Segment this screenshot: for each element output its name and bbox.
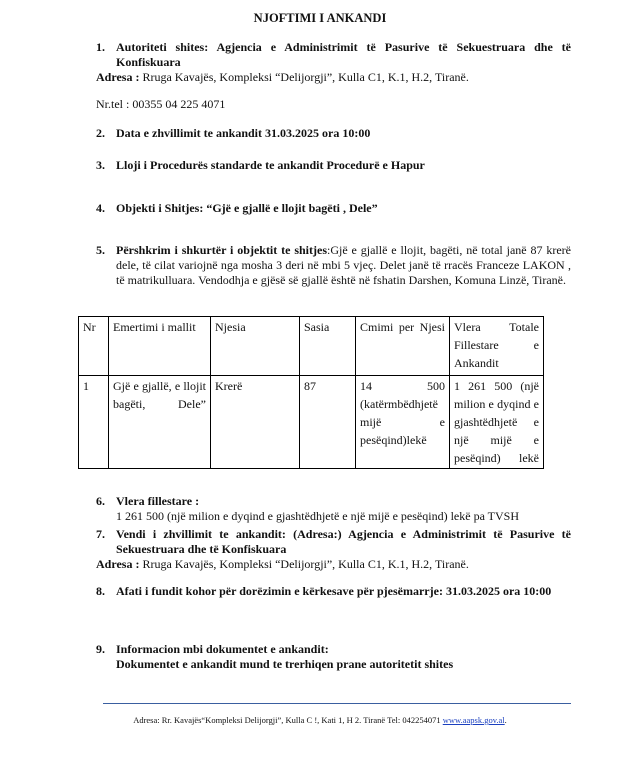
header-sasia: Sasia	[300, 317, 356, 376]
address-value: Rruga Kavajës, Kompleksi “Delijorgji”, Kulla C1, K.1, H.2, Tiranë.	[139, 70, 469, 84]
authority-phone: Nr.tel : 00355 04 225 4071	[96, 97, 226, 111]
table-row	[79, 376, 544, 469]
header-vlera: Vlera Totale Fillestare e Ankandit	[450, 317, 544, 376]
initial-value-amount: 1 261 500 (një milion e dyqind e gjashtëdhjetë e një mijë e pesëqind) lekë pa TVSH	[116, 509, 520, 523]
description-paragraph	[116, 243, 571, 288]
initial-value-label: Vlera fillestare :	[116, 494, 200, 508]
section-deadline	[96, 584, 571, 599]
auction-date: Data e zhvillimit te ankandit 31.03.2025 ora 10:00	[116, 126, 371, 140]
header-cmimi: Cmimi per Njesi	[356, 317, 450, 376]
cell-cmimi: 14 500 (katërmbëdhjetë mijë e pesëqind)lekë	[356, 376, 450, 469]
footer-divider	[103, 703, 571, 704]
section-number: 7.	[96, 527, 105, 541]
section-object	[96, 201, 571, 216]
section-number: 3.	[96, 158, 105, 172]
section-number: 5.	[96, 243, 105, 257]
section-number: 1.	[96, 40, 105, 54]
address-label: Adresa :	[96, 557, 140, 571]
authority-label: Autoriteti shites: Agjencia e Administrimit të Pasurive të Sekuestruara dhe të Konfiskuara	[116, 40, 571, 69]
section-number: 6.	[96, 494, 105, 508]
section-description	[96, 243, 571, 288]
section-number: 2.	[96, 126, 105, 140]
footer-address: Adresa: Rr. Kavajës“Kompleksi Delijorgji”, Kulla C !, Kati 1, H 2. Tiranë Tel: 042254071	[133, 715, 443, 725]
header-emertimi: Emertimi i mallit	[109, 317, 211, 376]
cell-nr: 1	[79, 376, 109, 469]
address-label: Adresa :	[96, 70, 140, 84]
section-number: 4.	[96, 201, 105, 215]
page-title: NJOFTIMI I ANKANDI	[253, 11, 387, 25]
sale-object: Objekti i Shitjes: “Gjë e gjallë e llojit bagëti , Dele”	[116, 201, 378, 215]
deadline-text: Afati i fundit kohor për dorëzimin e kërkesave për pjesëmarrje: 31.03.2025 ora 10:00	[116, 584, 552, 598]
cell-njesia: Krerë	[211, 376, 300, 469]
venue-address	[96, 557, 576, 572]
documents-text: Dokumentet e ankandit mund te trerhiqen prane autoritetit shites	[116, 657, 454, 671]
header-nr: Nr	[79, 317, 109, 376]
table-header-row	[79, 317, 544, 376]
venue-label: Vendi i zhvillimit te ankandit: (Adresa:) Agjencia e Administrimit të Pasurive të Sekuestruara dhe të Konfiskuara	[116, 527, 571, 556]
section-authority	[96, 40, 571, 70]
auction-items-table	[78, 316, 544, 469]
address-value: Rruga Kavajës, Kompleksi “Delijorgji”, Kulla C1, K.1, H.2, Tiranë.	[139, 557, 469, 571]
section-date	[96, 126, 571, 141]
footer-period: .	[504, 715, 507, 725]
footer-website-link[interactable]: www.aapsk.gov.al	[442, 715, 505, 725]
header-njesia: Njesia	[211, 317, 300, 376]
section-procedure	[96, 158, 571, 173]
documents-label: Informacion mbi dokumentet e ankandit:	[116, 642, 329, 656]
section-documents	[96, 642, 571, 672]
section-initial-value	[96, 494, 571, 509]
cell-emertimi: Gjë e gjallë, e llojit bagëti, Dele”	[109, 376, 211, 469]
cell-sasia: 87	[300, 376, 356, 469]
section-venue	[96, 527, 571, 557]
procedure-type: Lloji i Procedurës standarde te ankandit Procedurë e Hapur	[116, 158, 425, 172]
cell-vlera: 1 261 500 (një milion e dyqind e gjashtëdhjetë e një mijë e pesëqind) lekë	[450, 376, 544, 469]
description-label: Përshkrim i shkurtër i objektit te shitjes	[116, 243, 328, 257]
description-text: :Gjë e gjallë e llojit, bagëti, në total janë 87 krerë dele, të cilat variojnë nga mosha 3 deri në mbi 5 vjeç. Delet janë të rracës Franceze LAKON , të matrikulluara. Vendodhja e gjësë së gjallë është në fshatin Darshen, Komuna Linzë, Tiranë.	[116, 243, 571, 287]
section-number: 9.	[96, 642, 105, 656]
authority-address	[96, 70, 576, 85]
section-number: 8.	[96, 584, 105, 598]
footer	[0, 713, 640, 728]
